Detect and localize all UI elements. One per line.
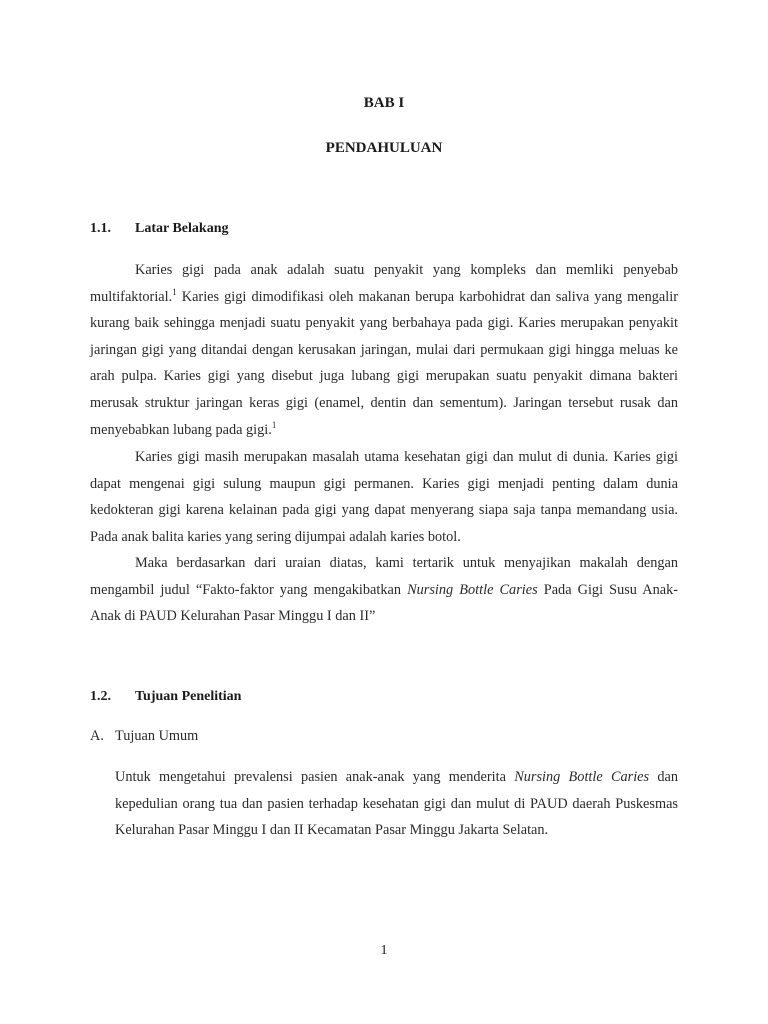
paragraph-tujuan-umum [115,764,678,844]
paragraph-karies-masalah: Karies gigi masih merupakan masalah utama kesehatan gigi dan mulut di dunia. Karies gigi dapat mengenai gigi sulung maupun gigi permanen. Karies gigi menjadi penting dalam dunia kedokteran gigi karena kelainan pada gigi yang dapat menyerang siapa saja tanpa memandang usia. Pada anak balita karies yang sering dijumpai adalah karies botol. [90,449,678,545]
paragraph-text: Pada Gigi Susu Anak-Anak di PAUD Kelurahan Pasar Minggu I dan II” [90,581,678,625]
italic-term: Nursing Bottle Caries [514,769,650,785]
chapter-heading: BAB I [363,95,405,111]
section-number: 1.1. [90,221,111,236]
section-title: Tujuan Penelitian [135,689,242,704]
italic-term: Nursing Bottle Caries [407,581,538,598]
paragraph-text: Karies gigi dimodifikasi oleh makanan berupa karbohidrat dan saliva yang mengalir kurang baik sehingga menjadi suatu penyakit yang berbahaya pada gigi. Karies merupakan penyakit jaringan gigi yang ditandai dengan kerusakan jaringan, mulai dari permukaan gigi hingga meluas ke arah pulpa. Karies gigi yang disebut juga lubang gigi merupakan suatu penyakit dimana bakteri merusak struktur jaringan keras gigi (enamel, dentin dan sementum). Jaringan tersebut rusak dan menyebabkan lubang pada gigi. [90,288,678,438]
subheading-tujuan-umum [90,728,198,745]
subheading-title: Tujuan Umum [115,728,199,744]
footnote-ref: 1 [172,286,177,297]
footnote-ref: 1 [271,419,277,430]
paragraph-karies-intro [90,257,678,443]
subheading-letter: A. [90,728,104,744]
section-heading-latar-belakang [90,221,228,237]
chapter-title: PENDAHULUAN [325,140,443,156]
section-number: 1.2. [90,689,111,704]
section-heading-tujuan-penelitian [90,689,241,705]
page-number: 1 [380,943,388,958]
paragraph-text: Karies gigi pada anak adalah suatu penyakit yang kompleks dan memliki penyebab multifaktorial. [90,262,678,305]
paragraph-text: dan kepedulian orang tua dan pasien terhadap kesehatan gigi dan mulut di PAUD daerah Puskesmas Kelurahan Pasar Minggu I dan II Kecamatan Pasar Minggu Jakarta Selatan. [115,769,678,839]
paragraph-text: Maka berdasarkan dari uraian diatas, kami tertarik untuk menyajikan makalah dengan mengambil judul “Fakto-faktor yang mengakibatkan [90,555,678,598]
section-title: Latar Belakang [135,221,229,236]
paragraph-judul-makalah [90,550,678,630]
paragraph-text: Untuk mengetahui prevalensi pasien anak-anak yang menderita [115,769,515,785]
